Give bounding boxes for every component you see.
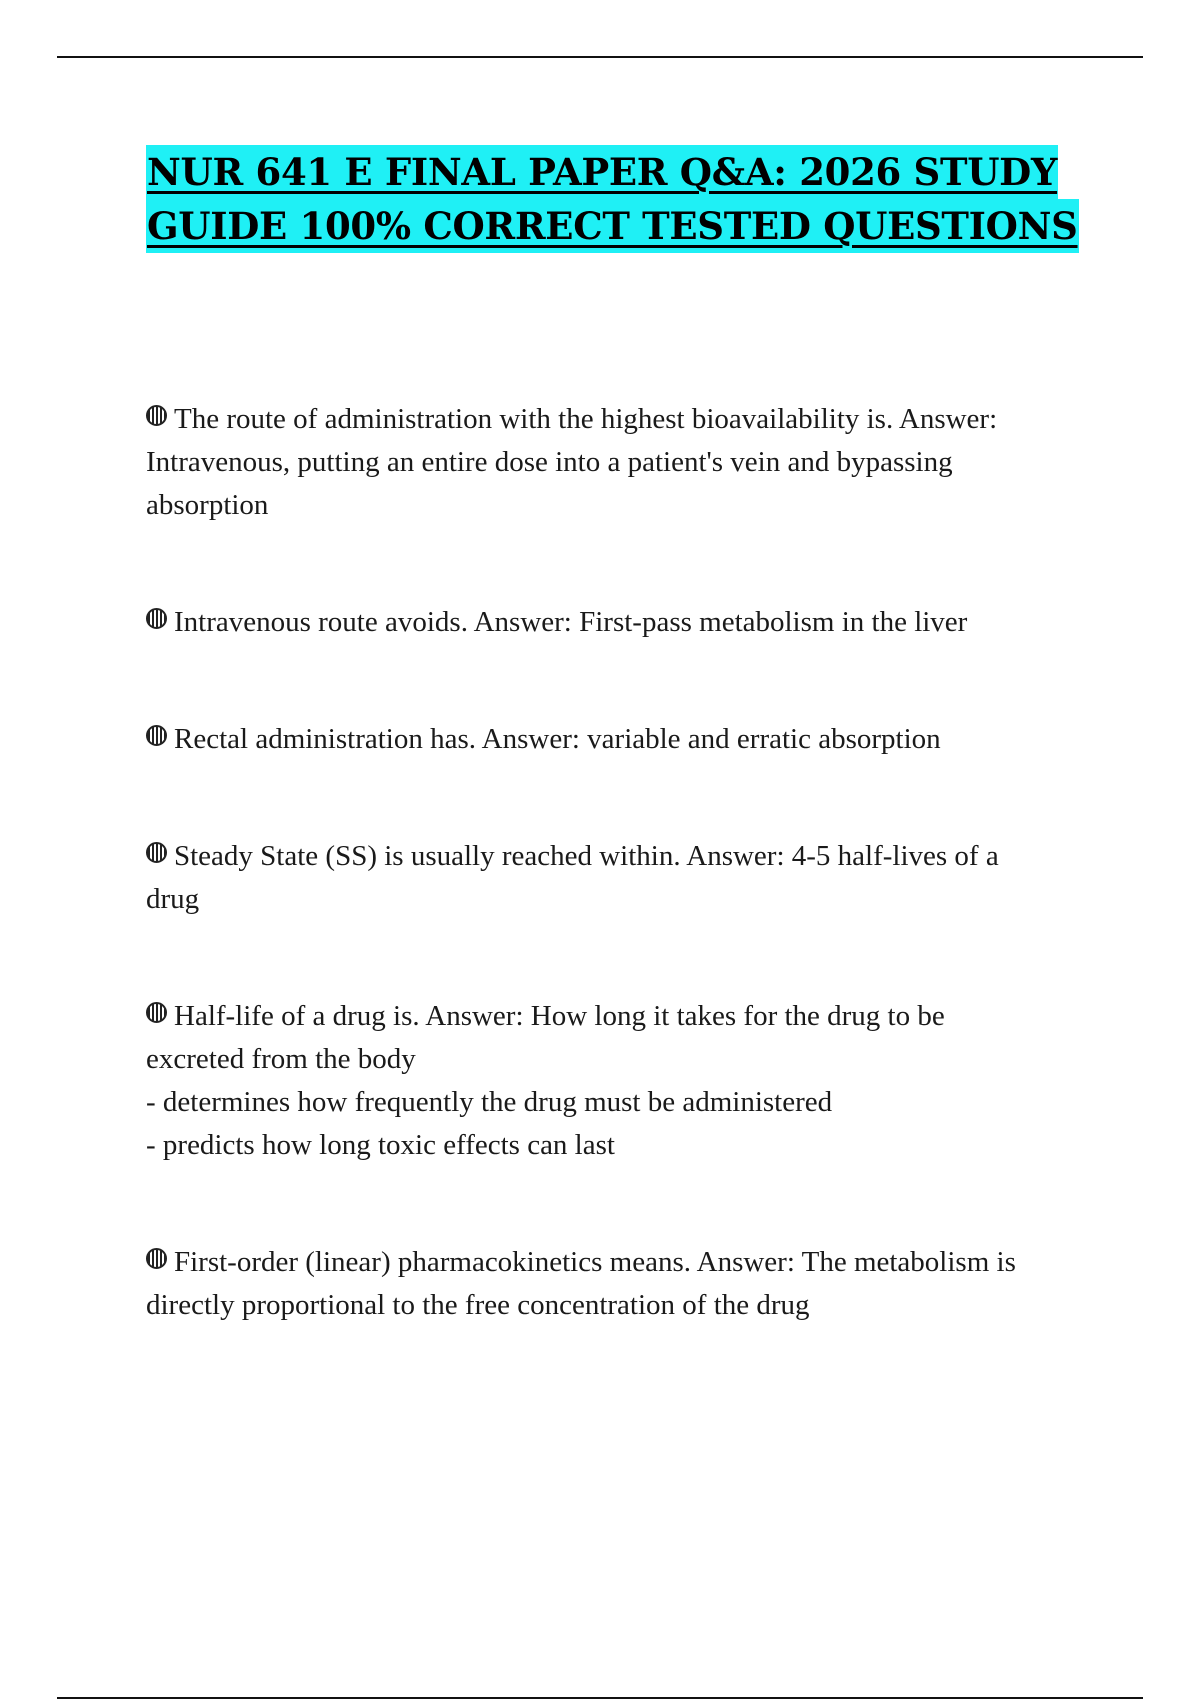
qa-text: The route of administration with the highest bioavailability is. Answer: Intravenous, putting an entire dose into a patient's vein and bypassing absorption — [146, 403, 998, 521]
qa-text: First-order (linear) pharmacokinetics means. Answer: The metabolism is directly proportional to the free concentration of the drug — [146, 1246, 1016, 1321]
qa-sub-line: - determines how frequently the drug must be administered — [146, 1086, 833, 1118]
striped-circle-bullet-icon — [146, 405, 167, 426]
qa-item — [146, 835, 1046, 921]
qa-item — [146, 601, 1046, 644]
footer-rule — [57, 1697, 1143, 1699]
qa-text: Intravenous route avoids. Answer: First-pass metabolism in the liver — [174, 606, 968, 638]
striped-circle-bullet-icon — [146, 1248, 167, 1269]
striped-circle-bullet-icon — [146, 842, 167, 863]
qa-item — [146, 718, 1046, 761]
qa-item — [146, 995, 1046, 1167]
title-line-2: GUIDE 100% CORRECT TESTED QUESTIONS — [146, 199, 1079, 253]
striped-circle-bullet-icon — [146, 725, 167, 746]
header-rule — [57, 56, 1143, 58]
qa-item — [146, 1241, 1046, 1327]
qa-text: Steady State (SS) is usually reached within. Answer: 4-5 half-lives of a drug — [146, 840, 999, 915]
striped-circle-bullet-icon — [146, 1002, 167, 1023]
document-title — [146, 145, 1078, 253]
title-line-1: NUR 641 E FINAL PAPER Q&A: 2026 STUDY — [146, 145, 1058, 199]
qa-sub-line: - predicts how long toxic effects can last — [146, 1129, 615, 1161]
striped-circle-bullet-icon — [146, 608, 167, 629]
qa-list — [146, 398, 1046, 1327]
qa-text: Rectal administration has. Answer: variable and erratic absorption — [174, 723, 941, 755]
qa-text: Half-life of a drug is. Answer: How long it takes for the drug to be excreted from the body — [146, 1000, 945, 1075]
qa-item — [146, 398, 1046, 527]
